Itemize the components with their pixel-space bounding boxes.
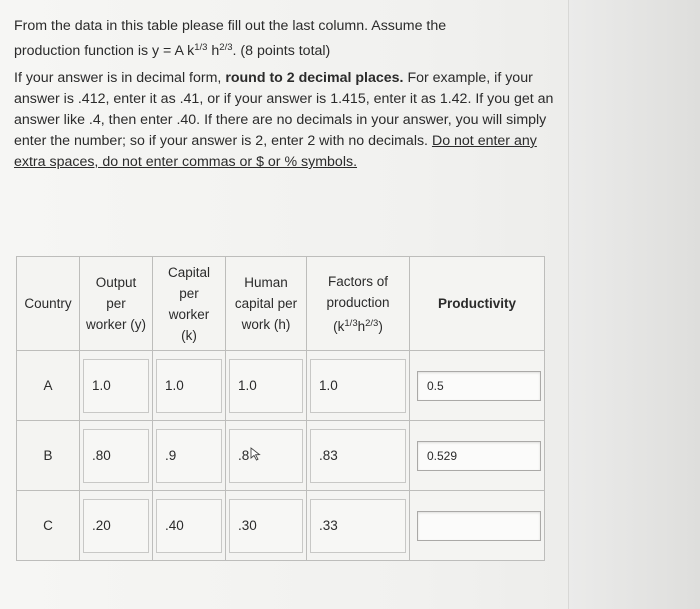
cell-productivity [410, 351, 545, 421]
points-note: . (8 points total) [232, 43, 331, 59]
cell-output [80, 491, 153, 561]
productivity-input[interactable] [417, 511, 541, 541]
header-human-line-2: capital per [234, 296, 298, 311]
header-output-line-2: per [106, 296, 126, 311]
cell-output [80, 421, 153, 491]
header-human-line-3: work (h) [241, 317, 291, 332]
output-value: .20 [83, 499, 149, 553]
page-side-margin [568, 0, 700, 609]
header-factors-exp-k: 1/3 [344, 317, 358, 329]
country-label: C [43, 518, 53, 533]
data-table [16, 256, 545, 561]
header-country [17, 257, 80, 351]
question-line-1: From the data in this table please fill out the last column. Assume the [14, 18, 447, 34]
header-factors-line-1: Factors of [327, 273, 389, 289]
cell-country [17, 491, 80, 561]
cell-factors [307, 351, 410, 421]
header-human-capital [226, 257, 307, 351]
rounding-instructions [14, 68, 562, 173]
cell-productivity [410, 421, 545, 491]
cell-country [17, 421, 80, 491]
header-capital [153, 257, 226, 351]
rounding-warning: Do not enter any extra spaces, do not enter commas or $ or % symbols. [14, 133, 537, 170]
cell-factors [307, 491, 410, 561]
output-value: .80 [83, 429, 149, 483]
cell-country [17, 351, 80, 421]
rounding-bold: round to 2 decimal places. [225, 70, 404, 86]
cell-capital [153, 421, 226, 491]
header-factors-line-2: production [326, 294, 390, 310]
production-h: h [207, 43, 220, 59]
cell-human-capital [226, 421, 307, 491]
header-factors-close: ) [378, 318, 383, 334]
exponent-h: 2/3 [219, 42, 233, 53]
productivity-input[interactable]: 0.5 [417, 371, 541, 401]
header-output-line-3: worker (y) [86, 317, 146, 332]
header-capital-line-1: Capital [167, 264, 211, 280]
header-productivity-label: Productivity [437, 296, 516, 311]
cell-productivity [410, 491, 545, 561]
header-factors-k: (k [333, 318, 345, 334]
factors-value: .33 [310, 499, 406, 553]
rounding-intro: If your answer is in decimal form, [14, 70, 226, 86]
cell-capital [153, 491, 226, 561]
header-factors-exp-h: 2/3 [365, 317, 379, 329]
header-productivity [410, 257, 545, 351]
factors-value: 1.0 [310, 359, 406, 413]
capital-value: .40 [156, 499, 222, 553]
question-text [14, 16, 562, 62]
header-capital-line-2: per [179, 285, 199, 301]
header-output-line-1: Output [95, 275, 137, 290]
cell-capital [153, 351, 226, 421]
table-row [17, 421, 545, 491]
human-capital-value: .30 [229, 499, 303, 553]
human-capital-value: .8 [229, 429, 303, 483]
factors-value: .83 [310, 429, 406, 483]
question-line-2: production function is y = A k [14, 43, 195, 59]
productivity-input[interactable]: 0.529 [417, 441, 541, 471]
cell-output [80, 351, 153, 421]
output-value: 1.0 [83, 359, 149, 413]
header-capital-line-3: worker [168, 306, 210, 322]
header-capital-line-4: (k) [181, 327, 197, 343]
country-label: B [43, 448, 53, 463]
header-country-label: Country [24, 296, 72, 311]
header-human-line-1: Human [244, 275, 288, 290]
human-capital-value: 1.0 [229, 359, 303, 413]
table-row [17, 351, 545, 421]
cell-human-capital [226, 491, 307, 561]
capital-value: 1.0 [156, 359, 222, 413]
header-output [80, 257, 153, 351]
rounding-examples: For example, if your answer is .412, enter it as .41, or if your answer is 1.415, enter it as 1.42. If you get an answer like .4, then enter .40. If there are no decimals in your answer, you will simply enter the number; so if your answer is 2, enter 2 with no decimals. [14, 70, 554, 149]
exponent-k: 1/3 [194, 42, 208, 53]
cell-factors [307, 421, 410, 491]
country-label: A [43, 378, 53, 393]
table-header-row [17, 257, 545, 351]
capital-value: .9 [156, 429, 222, 483]
header-factors-h: h [357, 318, 366, 334]
mouse-pointer-icon [250, 447, 262, 461]
cell-human-capital [226, 351, 307, 421]
table-row [17, 491, 545, 561]
header-factors [307, 257, 410, 351]
